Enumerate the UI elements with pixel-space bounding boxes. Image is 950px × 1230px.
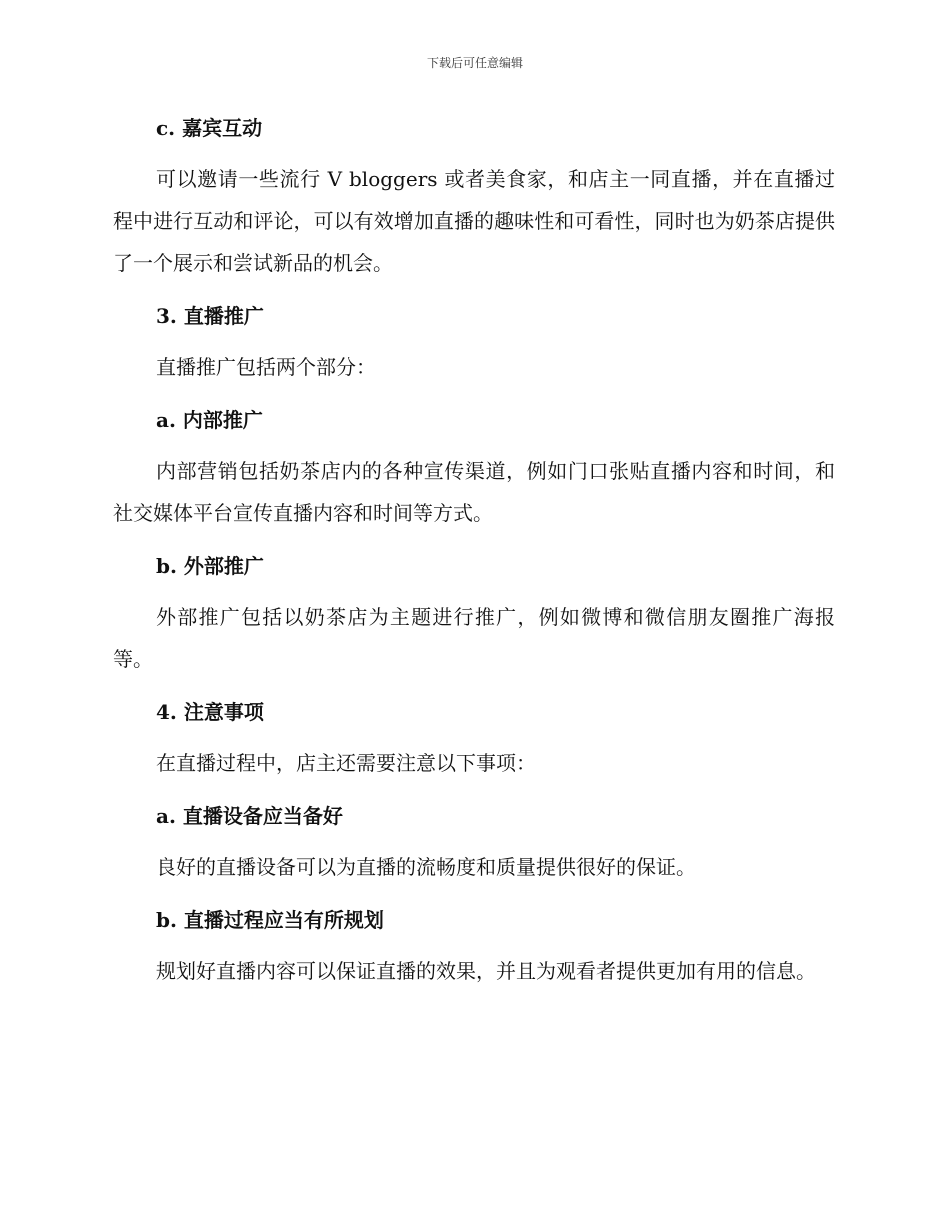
paragraph-internal-promotion: 内部营销包括奶茶店内的各种宣传渠道，例如门口张贴直播内容和时间，和社交媒体平台宣传直播内容和时间等方式。 bbox=[113, 459, 835, 525]
page-header: 下载后可任意编辑 bbox=[426, 56, 523, 70]
paragraph-planning: 规划好直播内容可以保证直播的效果，并且为观看者提供更加有用的信息。 bbox=[156, 959, 816, 983]
paragraph-guest-interaction: 可以邀请一些流行 V bloggers 或者美食家，和店主一同直播，并在直播过程中进行互动和评论，可以有效增加直播的趣味性和可看性，同时也为奶茶店提供了一个展示和尝试新品的机会。 bbox=[113, 167, 835, 275]
section-heading-guest-interaction: c. 嘉宾互动 bbox=[156, 116, 263, 140]
section-heading-external-promotion: b. 外部推广 bbox=[156, 554, 264, 578]
section-heading-equipment: a. 直播设备应当备好 bbox=[156, 804, 343, 828]
document-body bbox=[113, 108, 835, 992]
paragraph-equipment: 良好的直播设备可以为直播的流畅度和质量提供很好的保证。 bbox=[156, 855, 696, 879]
paragraph-notes-intro: 在直播过程中，店主还需要注意以下事项： bbox=[156, 751, 536, 775]
section-heading-notes: 4. 注意事项 bbox=[156, 700, 264, 724]
section-heading-live-promotion: 3. 直播推广 bbox=[156, 304, 264, 328]
section-heading-internal-promotion: a. 内部推广 bbox=[156, 408, 263, 432]
paragraph-promotion-parts: 直播推广包括两个部分： bbox=[156, 355, 376, 379]
section-heading-planning: b. 直播过程应当有所规划 bbox=[156, 908, 384, 932]
paragraph-external-promotion: 外部推广包括以奶茶店为主题进行推广，例如微博和微信朋友圈推广海报等。 bbox=[113, 605, 835, 671]
